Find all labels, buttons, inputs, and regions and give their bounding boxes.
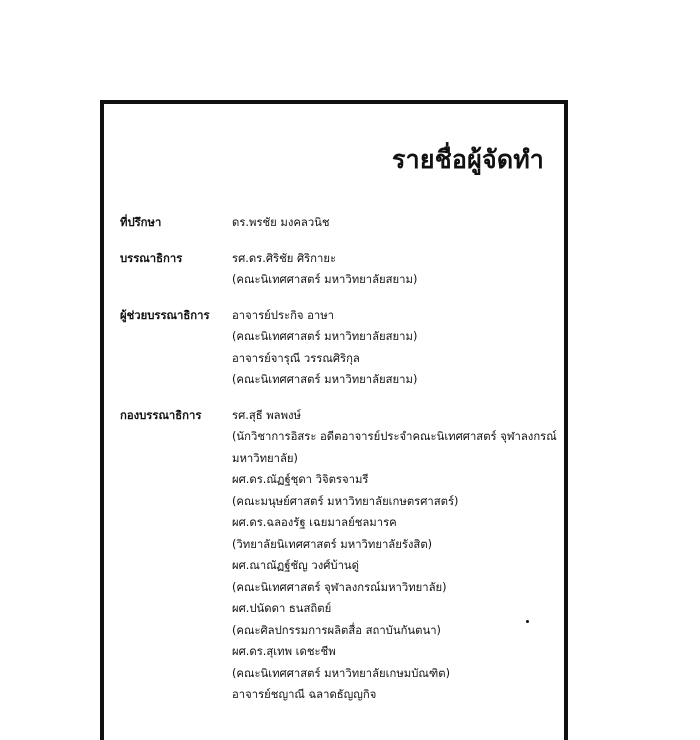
affiliation-line: มหาวิทยาลัย) <box>232 451 298 465</box>
name-line: ผศ.ดร.สุเทพ เดชะชีพ <box>232 645 336 658</box>
affiliation-line: (คณะนิเทศศาสตร์ มหาวิทยาลัยเกษมบัณฑิต) <box>232 666 451 680</box>
role-advisor <box>120 212 560 234</box>
role-names <box>232 248 560 291</box>
role-label: กองบรรณาธิการ <box>120 408 202 422</box>
name-line: รศ.ดร.ศิริชัย ศิริกายะ <box>232 251 337 265</box>
name-line: อาจารย์ประกิจ อาษา <box>232 308 335 322</box>
role-names <box>232 405 560 706</box>
role-label: บรรณาธิการ <box>120 251 183 265</box>
name-line: รศ.สุธี พลพงษ์ <box>232 408 301 422</box>
name-line: ผศ.ดร.ณัฏฐ์ชุดา วิจิตรจามรี <box>232 473 369 486</box>
stray-dot <box>526 620 529 623</box>
affiliation-line: (คณะนิเทศศาสตร์ จุฬาลงกรณ์มหาวิทยาลัย) <box>232 580 447 594</box>
name-line: ดร.พรชัย มงคลวนิช <box>232 216 330 229</box>
name-line: ผศ.ปนัดดา ธนสถิตย์ <box>232 602 332 615</box>
document-page <box>100 100 568 740</box>
affiliation-line: (วิทยาลัยนิเทศศาสตร์ มหาวิทยาลัยรังสิต) <box>232 537 433 551</box>
role-editor <box>120 248 560 291</box>
affiliation-line: (คณะศิลปกรรมการผลิตสื่อ สถาบันกันตนา) <box>232 623 441 637</box>
document-title: รายชื่อผู้จัดทำ <box>392 145 544 174</box>
affiliation-line: (คณะนิเทศศาสตร์ มหาวิทยาลัยสยาม) <box>232 330 418 343</box>
name-line: อาจารย์จารุณี วรรณศิริกุล <box>232 351 360 365</box>
role-assistant-editor <box>120 305 560 391</box>
affiliation-line: (คณะมนุษย์ศาสตร์ มหาวิทยาลัยเกษตรศาสตร์) <box>232 494 459 508</box>
name-line: อาจารย์ชญาณี ฉลาดธัญญกิจ <box>232 688 377 701</box>
name-line: ผศ.ดร.ฉลองรัฐ เฉยมาลย์ชลมารค <box>232 516 397 529</box>
staff-list <box>120 212 560 720</box>
role-label: ที่ปรึกษา <box>120 216 162 229</box>
affiliation-line: (นักวิชาการอิสระ อดีตอาจารย์ประจำคณะนิเทศศาสตร์ จุฬาลงกรณ์ <box>232 430 557 443</box>
role-names <box>232 305 560 391</box>
role-editorial-board <box>120 405 560 706</box>
affiliation-line: (คณะนิเทศศาสตร์ มหาวิทยาลัยสยาม) <box>232 373 418 386</box>
affiliation-line: (คณะนิเทศศาสตร์ มหาวิทยาลัยสยาม) <box>232 273 418 286</box>
role-label: ผู้ช่วยบรรณาธิการ <box>120 308 210 322</box>
name-line: ผศ.ณาณัฏฐ์ชัญ วงศ์บ้านดู่ <box>232 559 359 572</box>
role-names <box>232 212 560 234</box>
